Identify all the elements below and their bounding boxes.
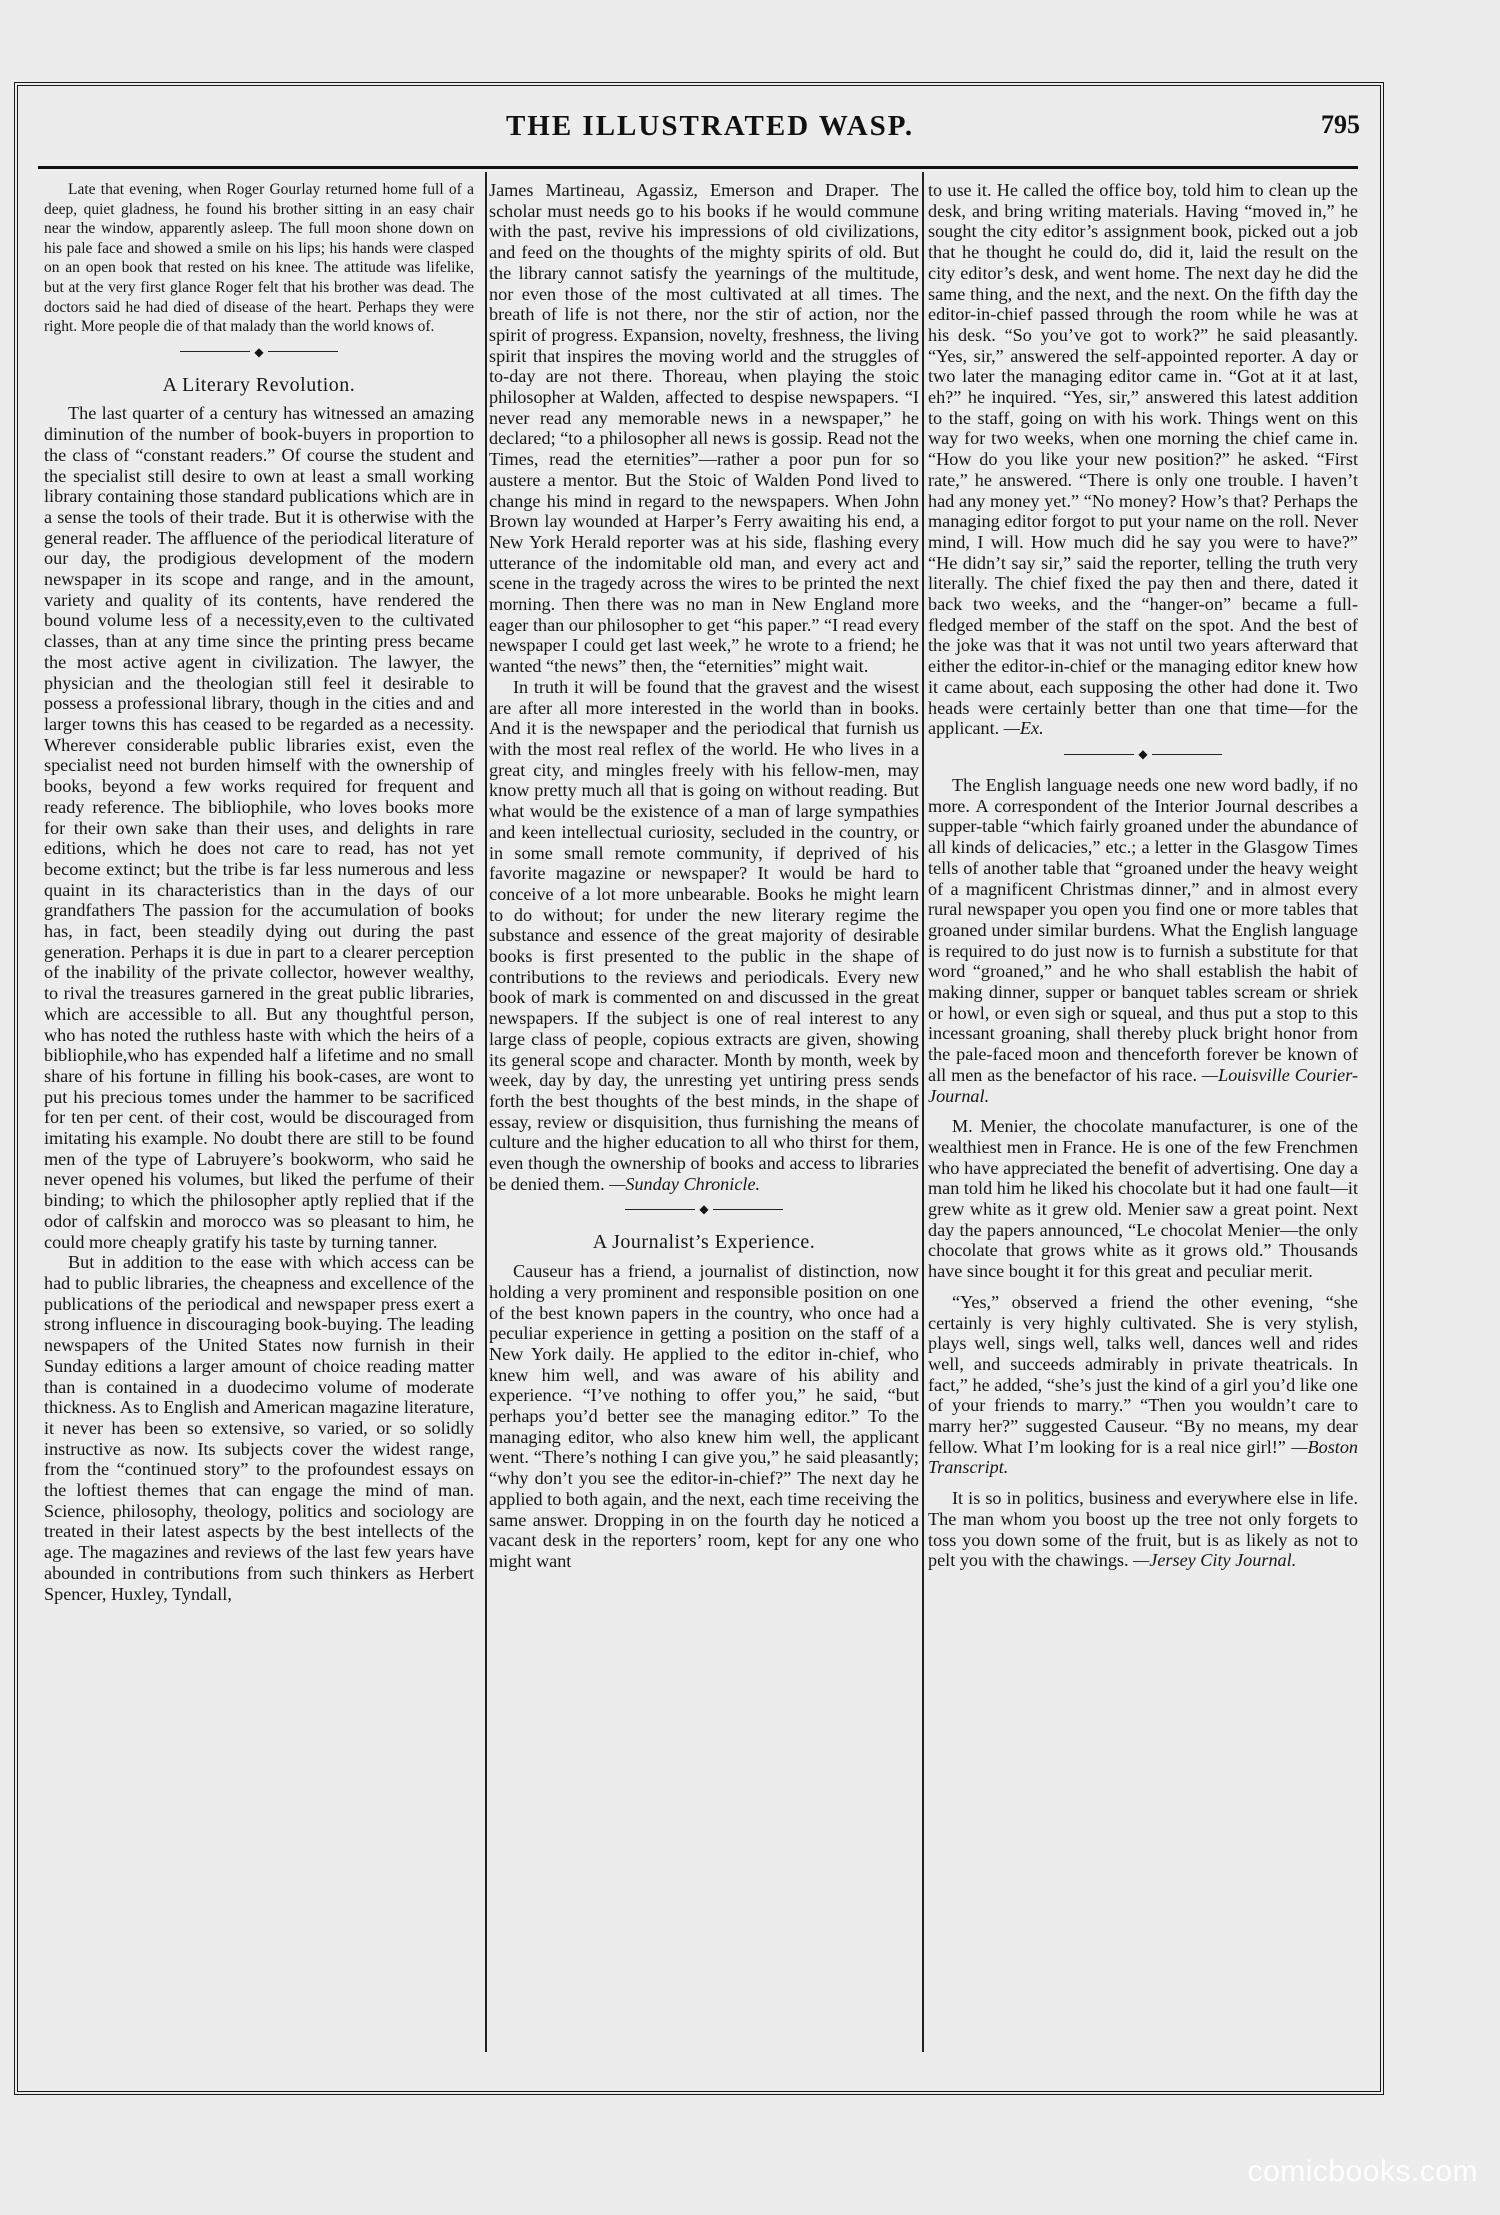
article-paragraph: But in addition to the ease with which access can be had to public libraries, the cheapness and excellence of the publications of the periodical and newspaper press exert a strong influence in discouraging book-buying. The leading newspapers of the United States now furnish in their Sunday editions a larger amount of choice reading matter than is contained in a duodecimo volume of moderate thickness. As to English and American magazine literature, it never has been so extensive, so varied, or so solidly instructive as now. Its subjects cover the widest range, from the “continued story” to the profoundest essays on the loftiest themes that can engage the mind of man. Science, philosophy, theology, politics and sociology are treated in their latest aspects by the best intellects of the age. The magazines and reviews of the last few years have abounded in contributions from such thinkers as Herbert Spencer, Huxley, Tyndall, (44, 1252, 474, 1604)
column-divider-2 (922, 172, 924, 2052)
story-ending-paragraph: Late that evening, when Roger Gourlay returned home full of a deep, quiet gladness, he found his brother sitting in an easy chair near the window, apparently asleep. The full moon shone down on his pale face and showed a smile on his lips; his hands were clasped on an open book that rested on his knee. The attitude was lifelike, but at the very first glance Roger felt that his brother was dead. The doctors said he had died of disease of the heart. Perhaps they were right. More people die of that malady than the world knows of. (44, 181, 474, 336)
source-credit: —Boston Transcript. (928, 1436, 1358, 1478)
column-divider-1 (485, 172, 487, 2052)
article-heading-journalists-experience: A Journalist’s Experience. (592, 1231, 816, 1254)
ornament-divider: ◆ (928, 745, 1358, 761)
article-paragraph: The English language needs one new word badly, if no more. A correspondent of the Interior Journal describes a supper-table “which fairly groaned under the abundance of all kinds of delicacies,” etc.; a letter in the Glasgow Times tells of another table that “groaned under the heavy weight of a magnificent Christmas dinner,” and in almost every rural newspaper you open you find one or more tables that groaned under similar burdens. What the English language is required to do just now is to furnish a substitute for that word “groaned,” and he who shall establish the habit of making dinner, supper or banquet tables scream or shriek or howl, or even sigh or squeal, and thus put a stop to this incessant groaning, shall thereby pluck bright honor from the pale-faced moon and thenceforth forever be known of all men as the benefactor of his race. —Louisville Courier-Journal. (928, 774, 1358, 1106)
article-paragraph: The last quarter of a century has witnessed an amazing diminution of the number of book-buyers in proportion to the class of “constant readers.” Of course the student and the specialist still desire to own at least a small working library containing those standard publications which are in a sense the tools of their trade. But it is otherwise with the general reader. The affluence of the periodical literature of our day, the prodigious development of the modern newspaper in its scope and range, and in the amount, variety and quality of its contents, have rendered the bound volume less of a necessity,even to the cultivated classes, than at any time since the printing press became the most active agent in civilization. The lawyer, the physician and the theologian still feel it desirable to possess a professional library, though in the cities and and larger towns this has ceased to be regarded as a necessity. Wherever considerable public libraries exist, even the specialist need not burden himself with the ownership of books, beyond a few works required for frequent and ready reference. The bibliophile, who loves books more for their own sake than their uses, and delights in rare editions, which he does not care to read, has not yet become extinct; but the tribe is far less numerous and less quaint in its characteristics than in the days of our grandfathers The passion for the accumulation of books has, in fact, been steadily dying out during the past generation. Perhaps it is due in part to a clearer perception of the inability of the private collector, however wealthy, to rival the treasures garnered in the great public libraries, which are accessible to all. But any thoughtful person, who has noted the ruthless haste with which the heirs of a bibliophile,who has expended half a lifetime and no small share of his fortune in filling his book-cases, are wont to put his precious tomes under the hammer to be sacrificed for ten per cent. of their cost, would be discouraged from imitating his example. No doubt there are still to be found men of the type of Labruyere’s bookworm, who said he never opened his volumes, but liked the perfume of their binding; to which the philosopher aptly replied that if the odor of calfskin and morocco was so pleasant to him, he could more cheaply gratify his taste by turning tanner. (44, 403, 474, 1252)
watermark: comicbooks.com (1247, 2155, 1478, 2188)
article-paragraph: It is so in politics, business and everywhere else in life. The man whom you boost up the tree not only forgets to toss you down some of the fruit, but is as likely as not to pelt you with the chawings. —Jersey City Journal. (928, 1488, 1358, 1571)
ornament-divider: ◆ (44, 343, 474, 359)
column-3 (928, 180, 1358, 2060)
page-number: 795 (1321, 110, 1360, 139)
source-credit: —Ex. (1003, 718, 1044, 739)
column-1 (44, 180, 474, 2060)
column-2 (489, 180, 919, 2060)
ornament-divider: ◆ (489, 1200, 919, 1216)
masthead-title: THE ILLUSTRATED WASP. (505, 110, 915, 142)
header-rule (38, 166, 1358, 169)
article-paragraph: In truth it will be found that the gravest and the wisest are after all more interested in the world than in books. And it is the newspaper and the periodical that furnish us with the most real reflex of the world. He who lives in a great city, and mingles freely with his fellow-men, may know pretty much all that is going on without reading. But what would be the existence of a man of large sympathies and keen intellectual curiosity, secluded in the country, or in some small remote community, if deprived of his favorite magazine or newspaper? It would be hard to conceive of a lot more unbearable. Books he might learn to do without; for under the new literary regime the substance and essence of the great majority of desirable books is first presented to the public in the shape of contributions to the reviews and periodicals. Every new book of mark is commented on and discussed in the great newspapers. If the subject is one of real interest to any large class of people, copious extracts are given, showing its general scope and character. Month by month, week by week, day by day, the unresting yet untiring press sends forth the best thoughts of the best minds, in the shape of essay, review or disquisition, thus furnishing the means of culture and the higher education to all who thirst for them, even though the ownership of books and access to libraries be denied them. —Sunday Chronicle. (489, 676, 919, 1194)
article-paragraph: Causeur has a friend, a journalist of distinction, now holding a very prominent and responsible position on one of the best known papers in the country, who once had a peculiar experience in getting a position on the staff of a New York daily. He applied to the editor in-chief, who knew him well, and was aware of his ability and experience. “I’ve nothing to offer you,” he said, “but perhaps you’d better see the managing editor.” To the managing editor, who also knew him well, the applicant went. “There’s nothing I can give you,” he said pleasantly; “why don’t you see the editor-in-chief?” The next day he applied to both again, and the next, each time receiving the same answer. Dropping in on the fourth day he noticed a vacant desk in the reporters’ room, kept for any one who might want (489, 1261, 919, 1571)
article-paragraph: M. Menier, the chocolate manufacturer, is one of the wealthiest men in France. He is one of the few Frenchmen who have appreciated the benefit of advertising. One day a man told him he liked his chocolate but it had one fault—it grew white as it grew old. Menier saw a great point. Next day the papers announced, “Le chocolat Menier—the only chocolate that grows white as it grows old.” Thousands have since bought it for this great and peculiar merit. (928, 1116, 1358, 1282)
source-credit: —Louisville Courier-Journal. (928, 1064, 1358, 1106)
page-header (60, 108, 1360, 156)
source-credit: —Sunday Chronicle. (609, 1173, 761, 1194)
article-paragraph: to use it. He called the office boy, told him to clean up the desk, and bring writing materials. Having “moved in,” he sought the city editor’s assignment book, picked out a job that he thought he could do, did it, laid the result on the city editor’s desk, and went home. The next day he did the same thing, and the next, and the next. On the fifth day the editor-in-chief passed through the room while he was at his desk. “So you’ve got to work?” he said pleasantly. “Yes, sir,” answered the self-appointed reporter. A day or two later the managing editor came in. “Got at it at last, eh?” he inquired. “Yes, sir,” answered this latest addition to the staff, going on with his work. Things went on this way for two weeks, when one morning the chief came in. “How do you like your new position?” he asked. “First rate,” he answered. “There is only one trouble. I haven’t had any money yet.” “No money? How’s that? Perhaps the managing editor forgot to put your name on the roll. Never mind, I will. How much did he say you were to have?” “He didn’t say sir,” said the reporter, telling the truth very literally. The chief fixed the pay then and there, dated it back two weeks, and the “hanger-on” became a full-fledged member of the staff on the spot. And the best of the joke was that it was not until two years afterward that either the editor-in-chief or the managing editor knew how it came about, each supposing the other had done it. Two heads were certainly better than one that time—for the applicant. —Ex. (928, 180, 1358, 739)
source-credit: —Jersey City Journal. (1133, 1550, 1297, 1571)
article-paragraph: James Martineau, Agassiz, Emerson and Draper. The scholar must needs go to his books if he would commune with the past, revive his impressions of old civilizations, and feed on the thoughts of the mighty spirits of old. But the library cannot satisfy the yearnings of the multitude, nor even those of the most cultivated at all times. The breath of life is not there, nor the stir of action, nor the spirit of progress. Expansion, novelty, freshness, the living spirit that inspires the moving world and the struggles of to-day are not there. Thoreau, when playing the stoic philosopher at Walden, affected to despise newspapers. “I never read any memorable news in a newspaper,” he declared; “to a philosopher all news is gossip. Read not the Times, read the eternities”—rather a poor pun for so austere a mentor. But the Stoic of Walden Pond lived to change his mind in regard to the newspapers. When John Brown lay wounded at Harper’s Ferry awaiting his end, a New York Herald reporter was at his side, flashing every utterance of the indomitable old man, and every act and scene in the tragedy across the wires to be printed the next morning. Then there was no man in New England more eager than our philosopher to get “his paper.” “I read every newspaper I could get last week,” he wrote to a friend; he wanted “the news” then, the “eternities” might wait. (489, 180, 919, 677)
article-heading-literary-revolution: A Literary Revolution. (162, 373, 356, 396)
article-paragraph: “Yes,” observed a friend the other evening, “she certainly is very highly cultivated. She is very stylish, plays well, sings well, talks well, dances well and rides well, and succeeds admirably in private theatricals. In fact,” he added, “she’s just the kind of a girl you’d like one of your friends to marry.” “Then you wouldn’t care to marry her?” suggested Causeur. “By no means, my dear fellow. What I’m looking for is a real nice girl!” —Boston Transcript. (928, 1291, 1358, 1478)
